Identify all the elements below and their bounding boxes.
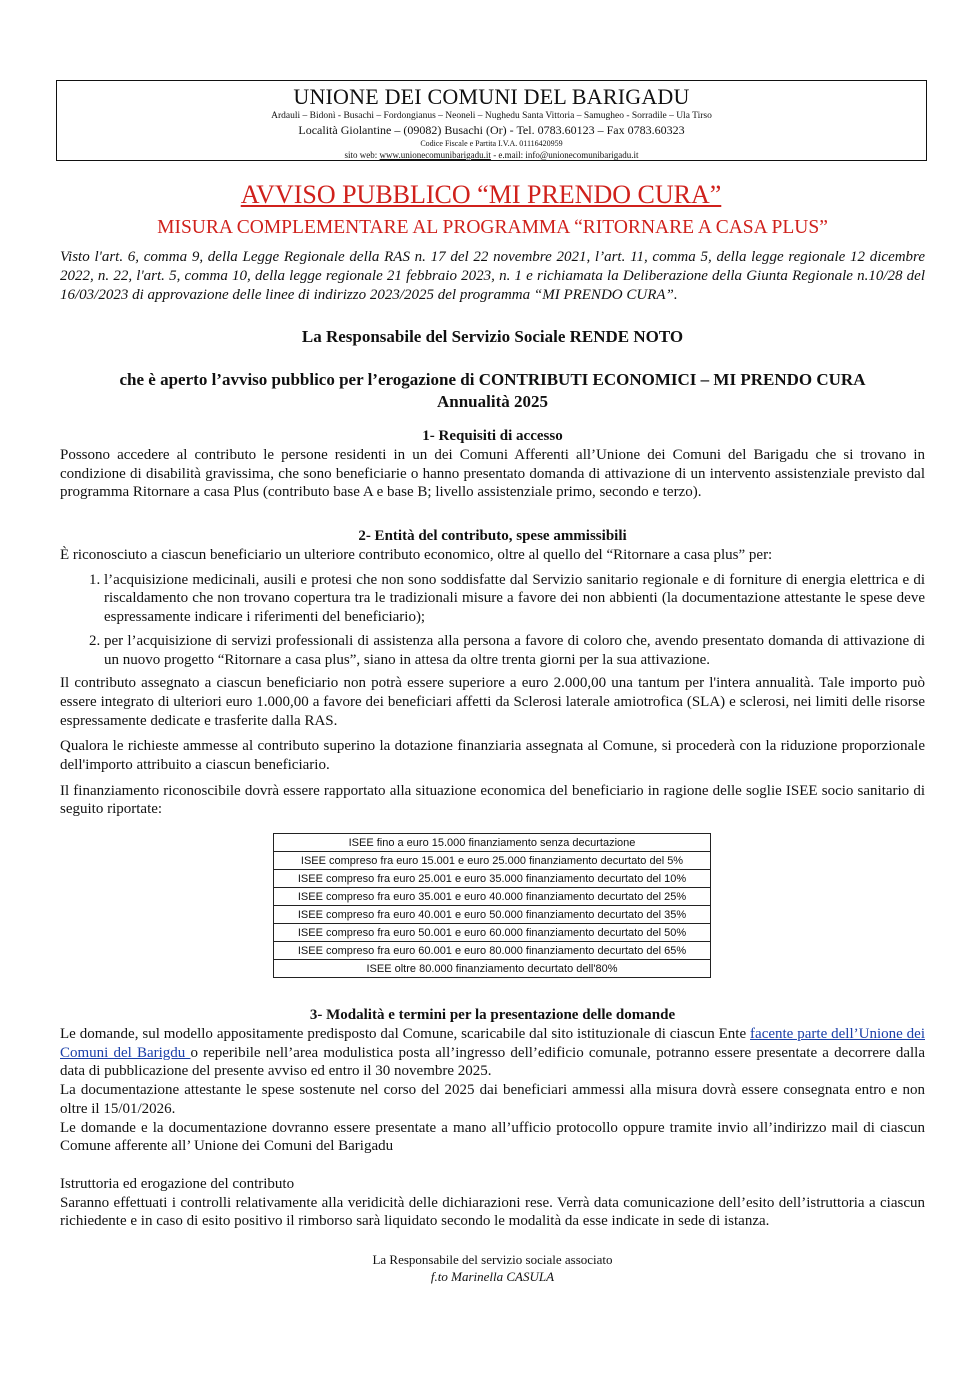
submission-text	[60, 1025, 925, 1081]
proportional-reduction-text: Qualora le richieste ammesse al contributo superino la dotazione finanziaria assegnata al Comune, si procederà con la riduzione proporzionale dell'importo attribuito a ciascun beneficiario.	[60, 738, 925, 774]
delivery-method-text: Le domande e la documentazione dovranno essere presentate a mano all’ufficio protocollo oppure tramite invio all’indirizzo mail di ciascun Comune afferente all’ Unione dei Comuni del Barigadu	[60, 1119, 925, 1155]
website-link[interactable]: www.unionecomunibarigadu.it	[379, 150, 491, 160]
contribution-limit-text: Il contributo assegnato a ciascun beneficiario non potrà essere superiore a euro 2.000,00 una tantum per l'intera annualità. Tale importo può essere integrato di ulteriori euro 1.000,00 a favore dei beneficiari affetti da Sclerosi laterale amiotrofica (SLA) e sclerosi, nei limiti delle risorse espressamente dedicate e trasferite dalla RAS.	[60, 675, 925, 729]
table-row	[274, 942, 711, 960]
rende-noto-heading: La Responsabile del Servizio Sociale RENDE NOTO	[301, 327, 684, 346]
org-towns: Ardauli – Bidonì - Busachi – Fordongianus – Neoneli – Nughedu Santa Vittoria – Samugheo - Sorradile – Ula Tirso	[271, 111, 712, 121]
section-heading: 2- Entità del contributo, spese ammissibili	[358, 528, 627, 544]
org-address: Località Giolantine – (09082) Busachi (Or) - Tel. 0783.60123 – Fax 0783.60323	[298, 123, 685, 137]
isee-intro-text: Il finanziamento riconoscibile dovrà essere rapportato alla situazione economica del beneficiario in ragione delle soglie ISEE socio sanitario di seguito riportate:	[60, 782, 925, 818]
section-contribution	[60, 527, 925, 819]
section-text: Possono accedere al contributo le persone residenti in un dei Comuni Afferenti all’Unione dei Comuni del Barigadu che si trovano in condizione di disabilità gravissima, che sono beneficiarie o hanno presentato domanda di attivazione di un intervento assistenziale previsto dal programma Ritornare a casa Plus (contributo base A e base B; livello assistenziale primo, secondo e terzo).	[60, 447, 925, 501]
org-name: UNIONE DEI COMUNI DEL BARIGADU	[293, 84, 690, 109]
table-cell: ISEE compreso fra euro 35.001 e euro 40.000 finanziamento decurtato del 25%	[274, 888, 711, 906]
section-review	[60, 1175, 925, 1231]
table-row	[274, 852, 711, 870]
org-fiscal-code: Codice Fiscale e Partita I.V.A. 01116420959	[420, 139, 563, 148]
table-cell: ISEE compreso fra euro 25.001 e euro 35.000 finanziamento decurtato del 10%	[274, 870, 711, 888]
notice-title: AVVISO PUBBLICO “MI PRENDO CURA”	[240, 180, 722, 209]
org-web-line	[57, 149, 926, 161]
announcement-line: che è aperto l’avviso pubblico per l’erogazione di CONTRIBUTI ECONOMICI – MI PRENDO CURA	[119, 370, 866, 389]
table-cell: ISEE oltre 80.000 finanziamento decurtato dell'80%	[274, 960, 711, 978]
signatory-role: La Responsabile del servizio sociale associato	[372, 1252, 613, 1267]
table-cell: ISEE compreso fra euro 50.001 e euro 60.000 finanziamento decurtato del 50%	[274, 924, 711, 942]
section-heading: 1- Requisiti di accesso	[422, 428, 563, 444]
list-item: 1. l’acquisizione medicinali, ausili e protesi che non sono soddisfatte dal Servizio sanitario regionale e di forniture di energia elettrica e di riscaldamento che non trovano copertura tra le tradizionali misure a favore dei non abbienti (la documentazione attestante le spese deve espressamente indicare i riferimenti del beneficiario);	[104, 571, 925, 627]
table-cell: ISEE compreso fra euro 15.001 e euro 25.000 finanziamento decurtato del 5%	[274, 852, 711, 870]
notice-announcement	[60, 369, 925, 413]
isee-thresholds-table	[273, 833, 711, 978]
letterhead	[56, 80, 927, 161]
email-text: - e.mail: info@unionecomunibarigadu.it	[490, 150, 639, 160]
section-requirements	[60, 427, 925, 502]
signature-block	[0, 1251, 962, 1285]
section-heading: 3- Modalità e termini per la presentazione delle domande	[309, 1007, 676, 1023]
legal-premise: Visto l'art. 6, comma 9, della Legge Regionale della RAS n. 17 del 22 novembre 2021, l’art. 11, comma 5, della legge regionale 12 dicembre 2022, n. 22, l'art. 5, comma 10, della legge regionale 21 febbraio 2023, n. 1 e richiamata la Deliberazione della Giunta Regionale n.10/28 del 16/03/2023 di approvazione delle linee di indirizzo 2023/2025 del programma “MI PRENDO CURA”.	[60, 249, 925, 303]
signatory-name: f.to Marinella CASULA	[430, 1269, 555, 1284]
union-members-link[interactable]: facente parte dell’Unione dei Comuni del Barigdu	[60, 1026, 925, 1061]
list-item: 2. per l’acquisizione di servizi professionali di assistenza alla persona a favore di coloro che, avendo presentato domanda di attivazione di un nuovo progetto “Ritornare a casa plus”, siano in attesa da oltre trenta giorni per la sua attivazione.	[104, 632, 925, 669]
submission-text-start: Le domande, sul modello appositamente predisposto dal Comune, scaricabile dal sito istituzionale di ciascun Ente	[60, 1026, 751, 1042]
table-row	[274, 834, 711, 852]
announcement-year: Annualità 2025	[437, 392, 548, 411]
table-cell: ISEE compreso fra euro 60.001 e euro 80.000 finanziamento decurtato del 65%	[274, 942, 711, 960]
table-row	[274, 888, 711, 906]
section-intro: È riconosciuto a ciascun beneficiario un ulteriore contributo economico, oltre al quello del “Ritornare a casa plus” per:	[60, 547, 773, 563]
review-text: Saranno effettuati i controlli relativamente alla veridicità delle dichiarazioni rese. Verrà data comunicazione dell’esito dell’istruttoria a ciascun richiedente e in caso di esito positivo il rimborso sarà liquidato secondo le modalità da esse indicate in sede di istanza.	[60, 1194, 925, 1230]
table-row	[274, 960, 711, 978]
section-submission	[60, 1006, 925, 1156]
table-row	[274, 906, 711, 924]
table-cell: ISEE fino a euro 15.000 finanziamento senza decurtazione	[274, 834, 711, 852]
submission-text-end: o reperibile nell’area modulistica posta all’ingresso dell’edificio comunale, potranno essere presentate a decorrere dalla data di pubblicazione del presente avviso ed entro il 30 novembre 2025.	[60, 1044, 925, 1080]
eligible-expenses-list	[60, 571, 925, 670]
notice-subtitle: MISURA COMPLEMENTARE AL PROGRAMMA “RITORNARE A CASA PLUS”	[157, 217, 828, 238]
table-row	[274, 870, 711, 888]
documentation-deadline-text: La documentazione attestante le spese sostenute nel corso del 2025 dai beneficiari ammessi alla misura dovrà essere consegnata entro e non oltre il 15/01/2026.	[60, 1082, 925, 1117]
section-heading: Istruttoria ed erogazione del contributo	[60, 1176, 295, 1192]
web-label: sito web:	[344, 150, 378, 160]
table-cell: ISEE compreso fra euro 40.001 e euro 50.000 finanziamento decurtato del 35%	[274, 906, 711, 924]
table-row	[274, 924, 711, 942]
